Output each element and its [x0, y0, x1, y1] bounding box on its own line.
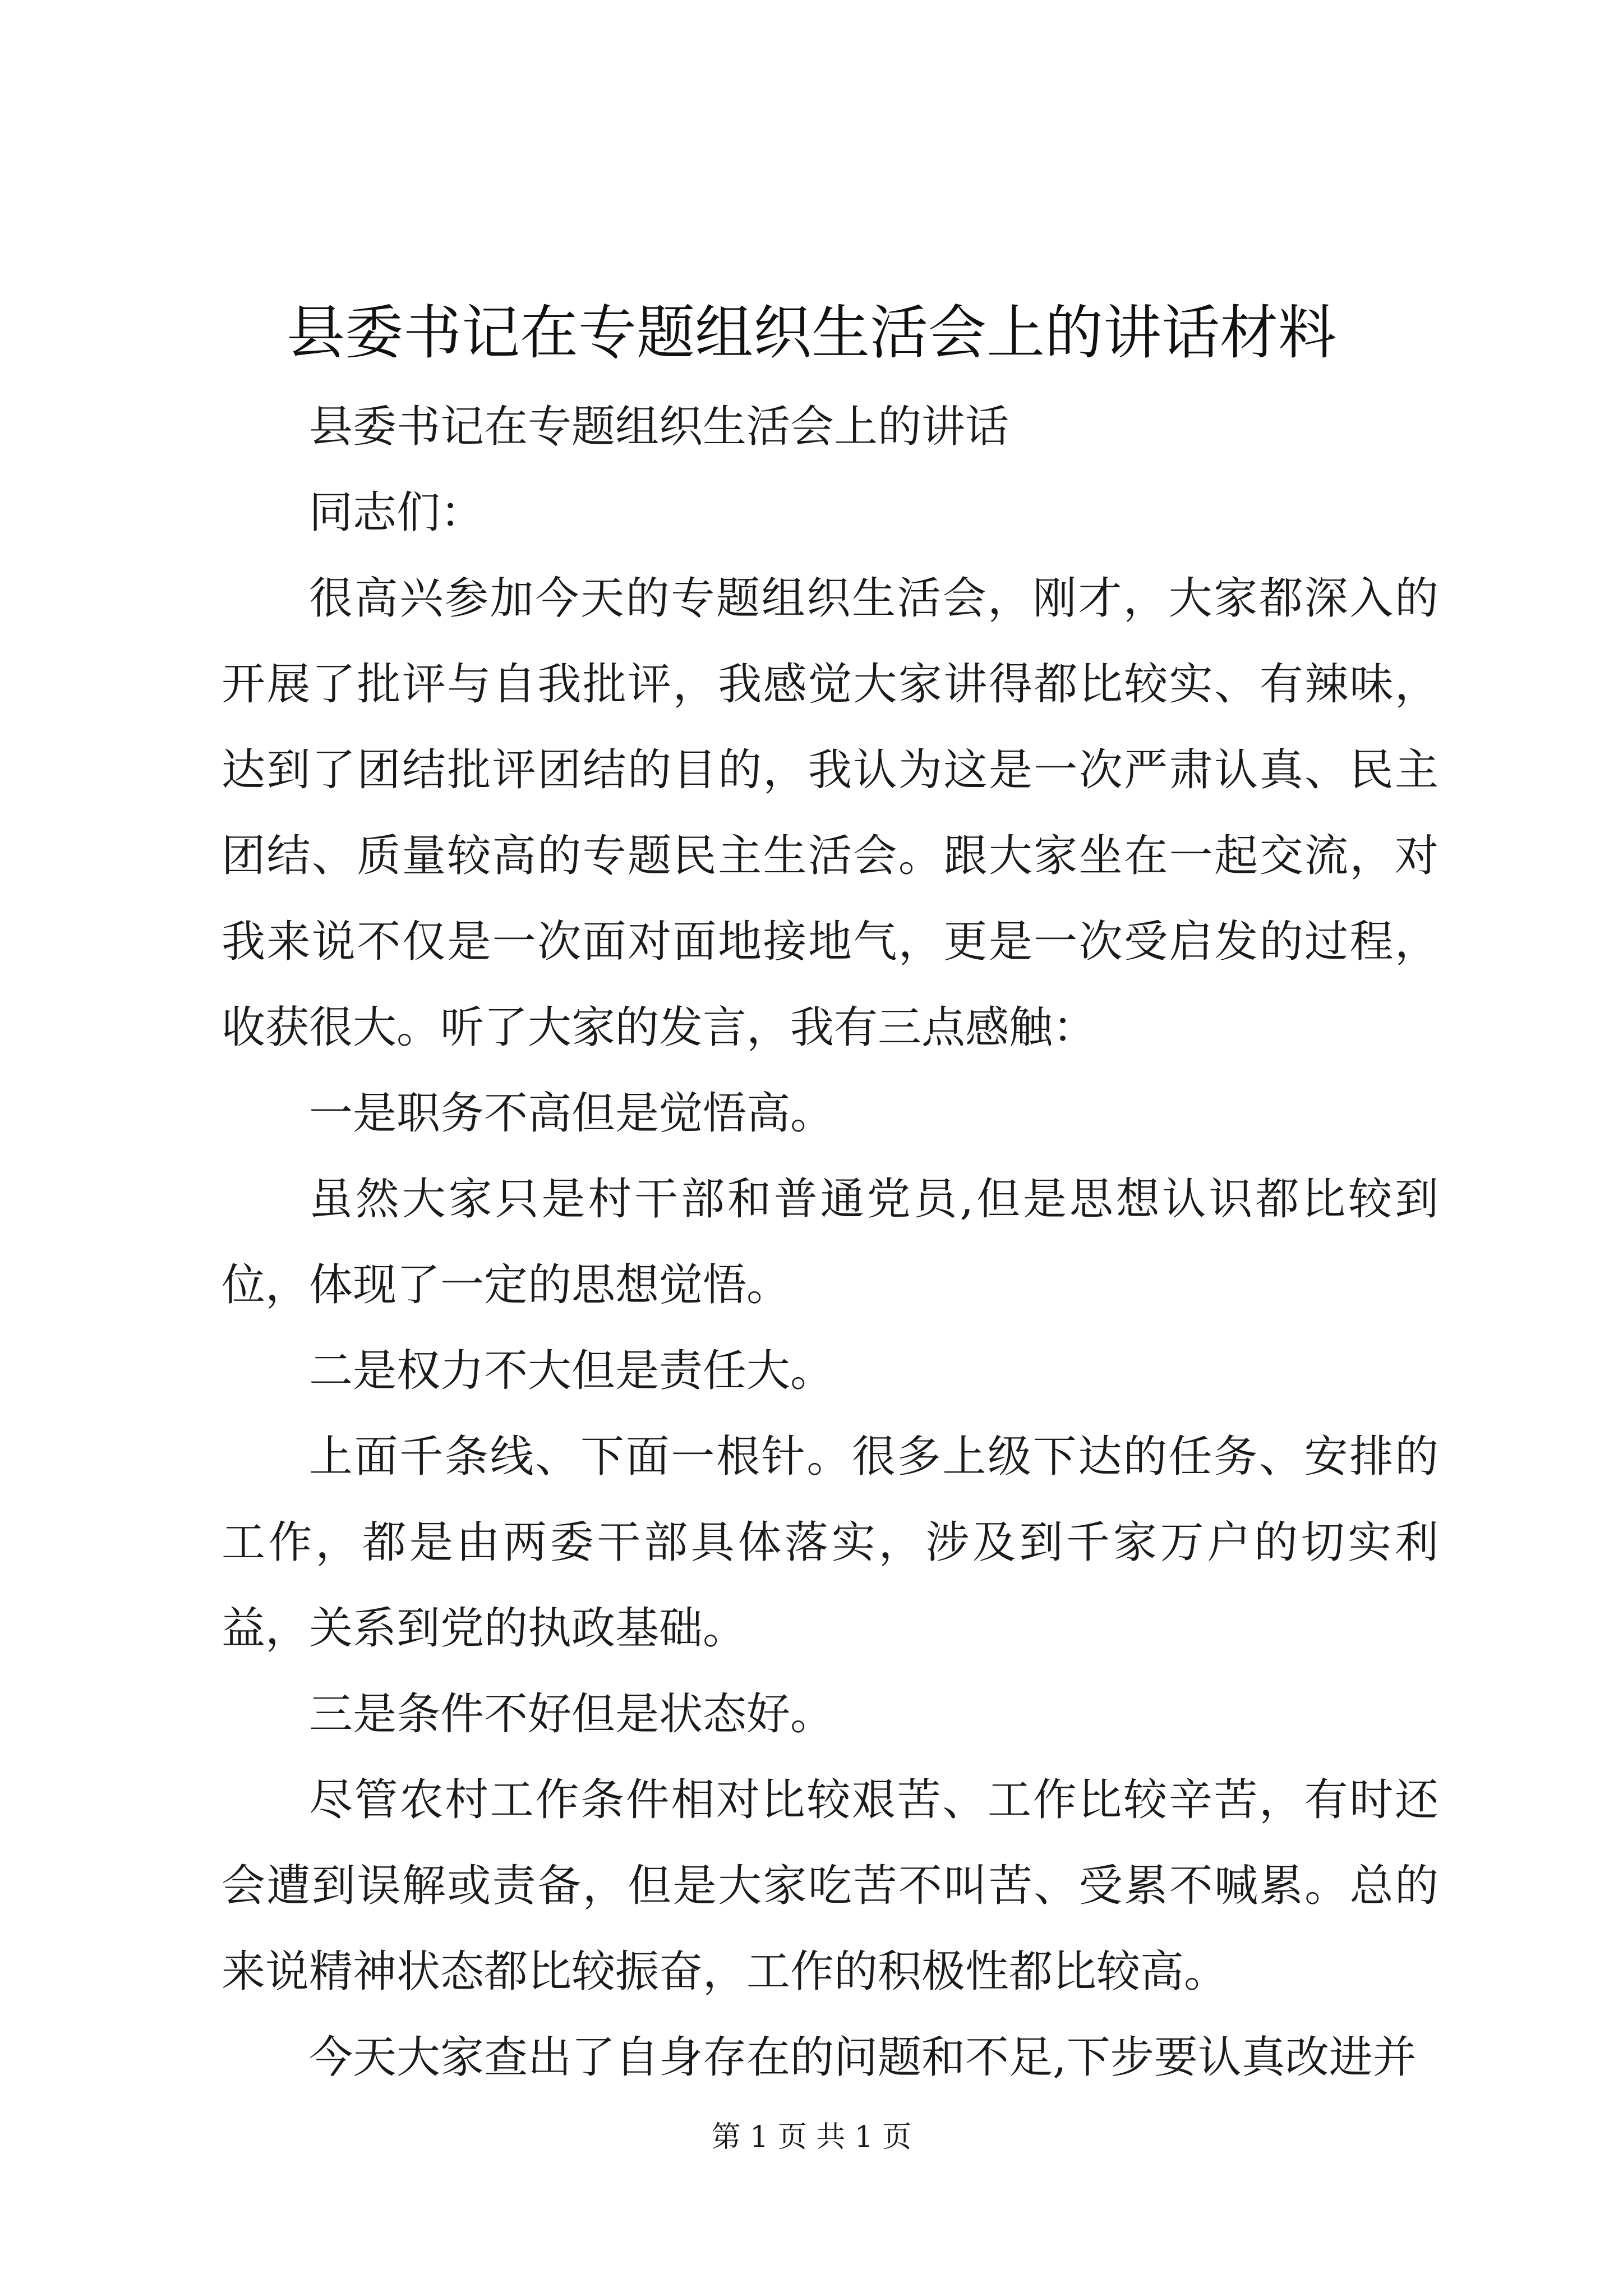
page-footer: 第 1 页 共 1 页: [711, 2120, 912, 2154]
salutation-paragraph: 同志们：: [309, 487, 485, 538]
body-paragraph: 今天大家查出了自身存在的问题和不足,下步要认真改进并: [309, 2032, 1417, 2083]
body-paragraph: 上面千条线、下面一根针。很多上级下达的任务、安排的工作，都是由两委干部具体落实，涉及到千家万户的切实利益，关系到党的执政基础。: [222, 1432, 1438, 1654]
point-heading: 二是权力不大但是责任大。: [309, 1346, 834, 1396]
document-title: 县委书记在专题组织生活会上的讲话材料: [286, 298, 1336, 367]
point-heading: 三是条件不好但是状态好。: [309, 1689, 834, 1740]
subtitle-paragraph: 县委书记在专题组织生活会上的讲话: [309, 402, 1009, 452]
body-paragraph: 虽然大家只是村干部和普通党员,但是思想认识都比较到位，体现了一定的思想觉悟。: [222, 1174, 1438, 1310]
document-body: [222, 384, 1438, 2101]
point-heading: 一是职务不高但是觉悟高。: [309, 1088, 834, 1139]
body-paragraph: 尽管农村工作条件相对比较艰苦、工作比较辛苦，有时还会遭到误解或责备，但是大家吃苦不叫苦、受累不喊累。总的来说精神状态都比较振奋，工作的积极性都比较高。: [222, 1775, 1438, 1997]
body-paragraph: 很高兴参加今天的专题组织生活会，刚才，大家都深入的开展了批评与自我批评，我感觉大家讲得都比较实、有辣味，达到了团结批评团结的目的，我认为这是一次严肃认真、民主团结、质量较高的专题民主生活会。跟大家坐在一起交流，对我来说不仅是一次面对面地接地气，更是一次受启发的过程，收获很大。听了大家的发言，我有三点感触：: [222, 573, 1438, 1053]
